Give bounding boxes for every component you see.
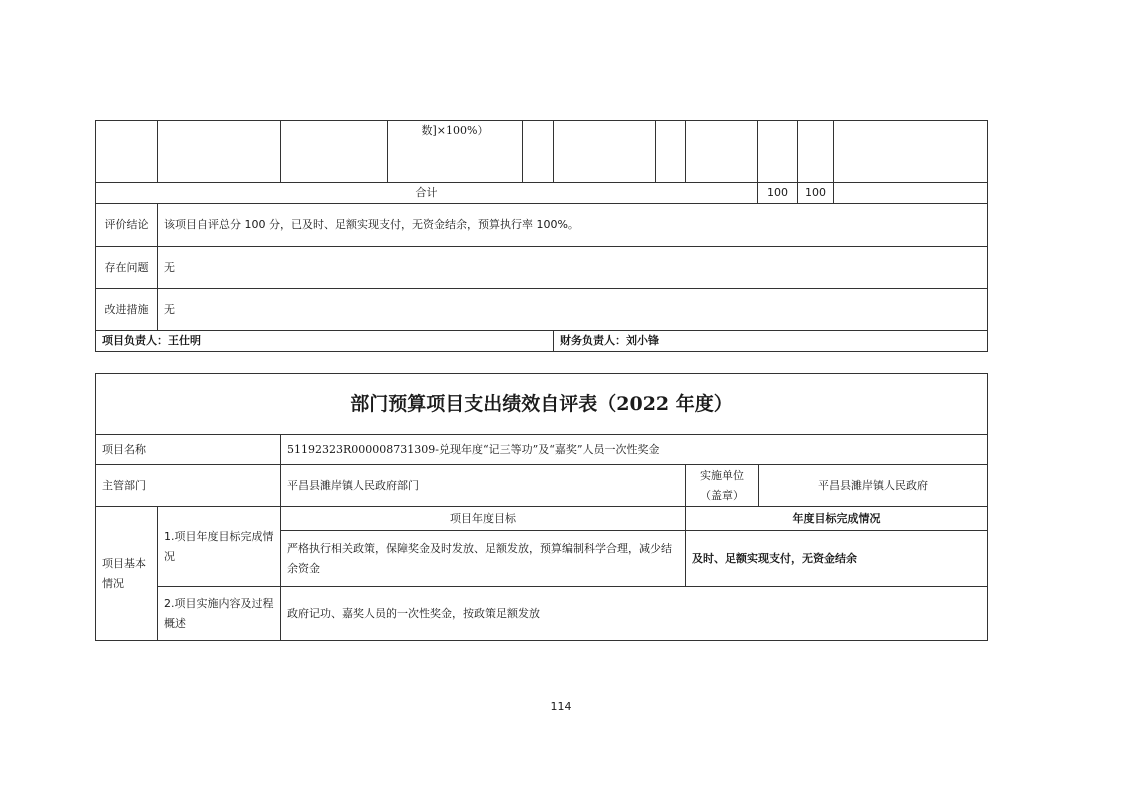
- signature-row: [96, 331, 988, 352]
- annual-target-text: 严格执行相关政策，保障奖金及时发放、足额发放，预算编制科学合理，减少结余资金: [281, 531, 686, 587]
- implementation-label: 2.项目实施内容及过程概述: [158, 587, 281, 641]
- conclusion-text: 该项目自评总分 100 分，已及时、足额实现支付，无资金结余，预算执行率 100%。: [158, 204, 988, 247]
- total-label: 合计: [96, 183, 758, 204]
- continuation-cell: 数]×100%）: [388, 121, 523, 183]
- dept-value: 平昌县濉岸镇人民政府部门: [281, 465, 686, 507]
- improvements-text: 无: [158, 289, 988, 331]
- improvements-row: [96, 289, 988, 331]
- impl-unit-value: 平昌县濉岸镇人民政府: [759, 465, 988, 507]
- page-number: 114: [550, 700, 572, 713]
- score-summary-table: [95, 120, 988, 352]
- target-header-row: [96, 507, 988, 531]
- implementation-text: 政府记功、嘉奖人员的一次性奖金，按政策足额发放: [281, 587, 988, 641]
- problems-text: 无: [158, 247, 988, 289]
- annual-target-label: 1.项目年度目标完成情况: [158, 507, 281, 587]
- table-title: 部门预算项目支出绩效自评表（2022 年度）: [96, 374, 988, 435]
- completion-header: 年度目标完成情况: [686, 507, 988, 531]
- impl-unit-label: 实施单位（盖章）: [686, 465, 759, 507]
- problems-row: [96, 247, 988, 289]
- department-row: [96, 465, 988, 507]
- project-name-value: 51192323R000008731309-兑现年度“记三等功”及“嘉奖”人员一次性奖金: [281, 435, 988, 465]
- conclusion-row: [96, 204, 988, 247]
- dept-label: 主管部门: [96, 465, 281, 507]
- project-name-row: [96, 435, 988, 465]
- total-score: 100: [798, 183, 834, 204]
- total-row: [96, 183, 988, 204]
- project-leader: 项目负责人：王仕明: [96, 331, 554, 352]
- problems-label: 存在问题: [96, 247, 158, 289]
- title-row: [96, 374, 988, 435]
- performance-self-evaluation-table: [95, 373, 988, 641]
- completion-text: 及时、足额实现支付，无资金结余: [686, 531, 988, 587]
- project-name-label: 项目名称: [96, 435, 281, 465]
- total-weight: 100: [758, 183, 798, 204]
- conclusion-label: 评价结论: [96, 204, 158, 247]
- basic-info-label: 项目基本情况: [96, 507, 158, 641]
- continuation-row: [96, 121, 988, 183]
- finance-leader: 财务负责人：刘小锋: [554, 331, 988, 352]
- implementation-row: [96, 587, 988, 641]
- improvements-label: 改进措施: [96, 289, 158, 331]
- annual-target-header: 项目年度目标: [281, 507, 686, 531]
